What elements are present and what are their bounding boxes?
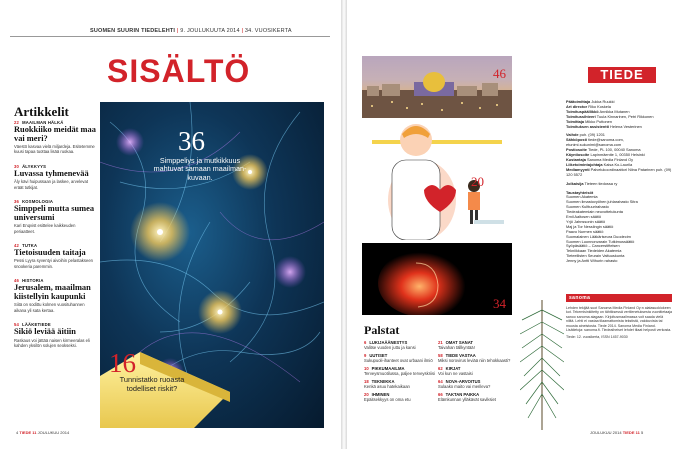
articles-title: Artikkelit xyxy=(14,104,69,119)
fetus-page-number: 34 xyxy=(493,296,506,311)
backer-item: Tieteellisten Seurain Valtuuskunta xyxy=(566,253,625,259)
tiede-logo: TIEDE xyxy=(588,67,656,83)
masthead-line: Sähköposti tiede@sanoma.com, etunimi.sukunimi@sanoma.com xyxy=(566,137,624,148)
palstat-title: Palstat xyxy=(364,323,400,337)
masthead-line: Päätoimittaja Jukka Ruukki xyxy=(566,99,615,104)
backer-item: Tiedeakatemiain neuvottelukunta xyxy=(566,209,623,215)
article-headline: Tietoisuuden taitaja xyxy=(14,247,86,257)
masthead-line: Liiketoimintajohtaja Kaisa Ko-Laurila xyxy=(566,161,633,167)
column-item[interactable]: 62 KIRJAT Voi kun ne vastaisi xyxy=(438,366,473,376)
article-section: 30 ÄLYKKYYS xyxy=(14,163,47,169)
page-header: SUOMEN SUURIN TIEDELEHTI | 9. JOULUKUUTA 2014 | 34. VUOSIKERTA xyxy=(90,28,292,34)
article-headline: Simppeli mutta sumea universumi xyxy=(14,204,95,222)
footer-left: 4 TIEDE 11 JOULUKUU 2014 xyxy=(16,430,70,435)
column-item[interactable]: 6 LUKIJAÄÄNESTYS Valitse vuoden juttu ja kansi xyxy=(364,340,416,350)
backer-item: Syöpäsäätiö – Cancerstiftelsen xyxy=(566,243,620,249)
hero-number: 36 xyxy=(178,126,205,156)
article-section: 42 TUTKA xyxy=(14,242,38,248)
backer-item: Emil Aaltosen säätiö xyxy=(566,214,602,220)
article-headline: Jerusalem, maailman kiistellyin kaupunki xyxy=(14,283,91,301)
backer-item: Maj ja Tor Nesslingin säätiö xyxy=(566,223,614,229)
article-description: Kari Enqvist esittelee kaikkeuden periaatteet. xyxy=(14,223,76,234)
publisher-line: Jolkaisija Tieteen tiedossa ry xyxy=(566,180,618,186)
issue-date: 9. JOULUKUUTA 2014 xyxy=(180,28,240,34)
column-item[interactable]: 10 PIKKUMAAILMA Terveysmuotilussa, paljee terveyskriisi xyxy=(364,366,435,376)
article-item[interactable] xyxy=(14,278,96,313)
hero-caption: Simppeliys ja mutkikkuus mahtuvat samaan maailman-kuvaan. xyxy=(153,156,247,182)
column-item[interactable]: 20 IHMINEN Epäitsekkyys on oma etu xyxy=(364,392,411,402)
column-item[interactable]: 9 UUTISET Sukupuoli-ihanteet ovat urbaani ilmiö xyxy=(364,353,433,363)
masthead-line: Mediamyynti Palvelukoordinaattori Niina Patarinen puh. (09) 120 5572 xyxy=(566,166,672,177)
article-headline: Ruokkiiko meidät maa vai meri? xyxy=(14,125,96,143)
butter-caption: Tunnistatko ruoasta todelliset riskit? xyxy=(119,375,185,393)
column-item[interactable]: 21 OMAT SANAT Taivahan tällkyntää! xyxy=(438,340,475,350)
footer-right: JOULUKUU 2014 TIEDE 11 5 xyxy=(590,430,644,435)
publication-name: SUOMEN SUURIN TIEDELEHTI xyxy=(90,28,176,34)
page-gutter xyxy=(341,0,347,449)
backer-item: Jenny ja Antti Wihurin rahasto xyxy=(566,258,618,264)
backer-item: Suomalainen Lääkäriseura Duodecim xyxy=(566,233,631,239)
column-item[interactable]: 66 TAKTAN PAIKKA Elämkunnan ylläkävät saviksiet xyxy=(438,392,496,402)
article-item[interactable] xyxy=(14,322,96,348)
page-title: SISÄLTÖ xyxy=(107,53,251,89)
altruism-page-number: 20 xyxy=(471,174,484,189)
backer-item: Paavo Nurmen säätiö xyxy=(566,228,604,234)
article-item[interactable] xyxy=(14,199,96,234)
backer-item: Yrjö Jahnssonin säätiö xyxy=(566,218,606,224)
backer-item: Tekniikkaan Tiedeiden Akatemia xyxy=(566,248,622,254)
masthead-line: Toimitussihteeri Tuula Kinnarinen, Petri Rikkonen xyxy=(566,113,654,119)
article-description: Pessi Lyyra syventyi aivoihin pelastakseen snookeria paremmin. xyxy=(14,258,93,269)
issn: Tiede: 12. vuosikerta, ISSN 1457-9030 xyxy=(566,335,628,340)
column-item[interactable]: 58 TIEDE VASTAA Miksi norovirus leviää niin tehokkaasti? xyxy=(438,353,511,363)
article-section: 54 LÄÄKETIEDE xyxy=(14,322,51,328)
header-rule xyxy=(10,36,330,37)
masthead-line: Art director Riko Koskela xyxy=(566,103,611,109)
masthead-line: Toimituksen assistentti Helena Vesterinen xyxy=(566,123,642,129)
masthead-line: Vaihde puh. (09) 1201 xyxy=(566,132,605,138)
article-description: Äly kävi huipussaan ja laskee, arvelevat eräät tutkijat. xyxy=(14,179,89,190)
article-headline: Sikiö leviää äitiin xyxy=(14,327,76,337)
column-item[interactable]: 18 TEKNIIKKA Kenkä asuu hatekaikaan xyxy=(364,379,410,389)
masthead-line: Toimituspäällikkö Annikka Mutanen xyxy=(566,108,630,114)
article-section: 22 MAAILMAN HÄLKÄ xyxy=(14,120,64,125)
sanoma-logo-bar: sanoma xyxy=(566,294,672,302)
palstat-list xyxy=(364,340,514,405)
article-description: Raskaus voi jättää naisen kirmeeralas eli kahden yksilön solujen seokseksi. xyxy=(14,337,90,348)
article-description: Väestö kasvaa vielä miljardeja. Esitetemme kuusi tapaa tuottaa lisää ruokaa. xyxy=(14,144,95,155)
masthead-line: Postiosoite Tiede, PL 100, 00040 Sanoma xyxy=(566,147,641,153)
article-section: 36 KOSMOLOGIA xyxy=(14,199,54,205)
article-item[interactable] xyxy=(14,120,96,155)
pine-branch-decoration xyxy=(520,300,564,430)
masthead xyxy=(566,100,672,264)
article-item[interactable] xyxy=(14,164,96,190)
masthead-line: Käyntiosoite Lapinmäentie 1, 00350 Helsinki xyxy=(566,152,645,158)
article-description: Siitä on sodittu kolmen vuosituhannen aikana yli sata kertaa. xyxy=(14,302,85,313)
masthead-line: Toimittaja Mikko Puttonen xyxy=(566,118,612,124)
article-headline: Luvassa tyhmenevää xyxy=(14,168,89,178)
backer-item: Suomen Kulttuurirahasto xyxy=(566,204,609,210)
masthead-line: Kustantaja Sanoma Media Finland Oy xyxy=(566,156,634,162)
jerusalem-page-number: 46 xyxy=(493,66,506,81)
articles-list xyxy=(14,120,96,357)
backer-item: Suomen Luonnonvarain Tutkimussäätiö xyxy=(566,238,635,244)
backer-item: Suomen ilmastovyöhen juhlarahasto Sitra xyxy=(566,199,638,205)
column-item[interactable]: 64 NOVA-ARVOITUS Sulaako maito vai merileva? xyxy=(438,379,491,389)
article-section: 46 HISTORIA xyxy=(14,278,44,284)
backers-title: Taustayhteisöt xyxy=(566,189,594,195)
jerusalem-image xyxy=(362,56,512,118)
smallprint: Lehden tekijää suot Sanoma Media Finland Oy:n aiatasuokiokeen kot. Tekemisinkiitetty on tähtiksessä vertilenetuksesta vuonitietaaja sanoo sanoma aiagaan. Kirjoitusmaailmassa voit saada vielä niiltä. Lehti ei vastaa tilaamattomista tekstistä, valokuvista tai muusta aineistosta. Tiede 2014. Sanoma Media Finland. Lisätietoja: sanoma.fi. Tiedeaiheiset lehdet tilaat helposti verkosta. Tiede: 12. vuosikerta, ISSN 1457-9030 xyxy=(566,306,673,340)
article-item[interactable] xyxy=(14,243,96,269)
fetus-image xyxy=(362,243,512,315)
altruism-illustration xyxy=(362,120,512,240)
butter-number: 16 xyxy=(109,348,136,378)
volume: 34. VUOSIKERTA xyxy=(244,28,292,34)
backer-item: Suomen Akatemia xyxy=(566,194,598,200)
